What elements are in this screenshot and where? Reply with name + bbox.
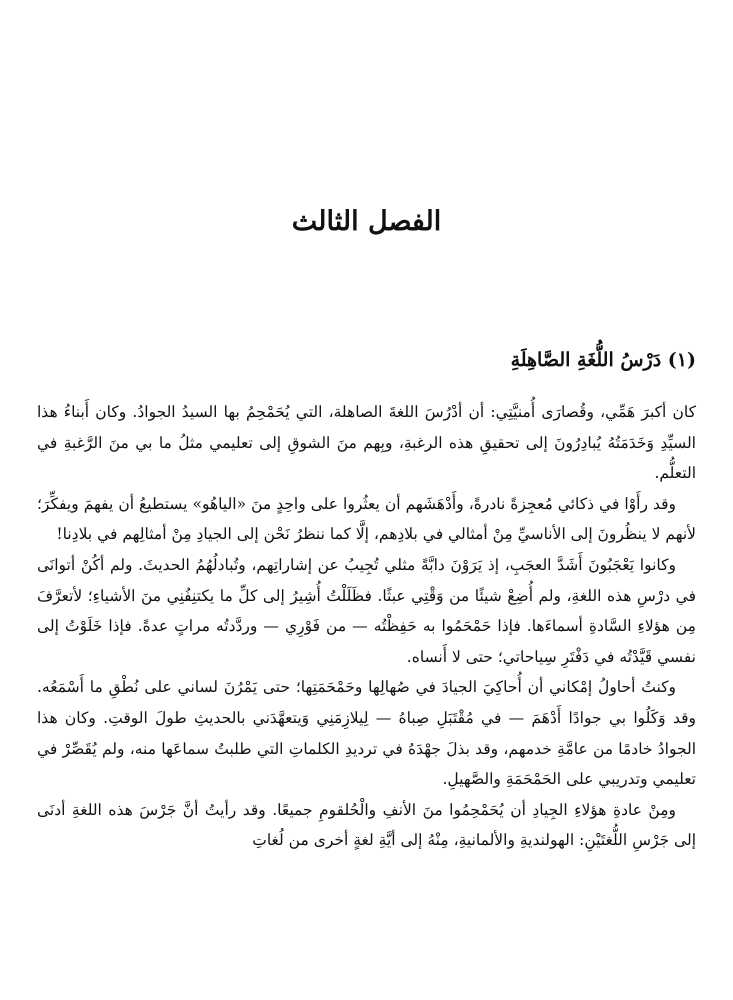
section-heading: (١) دَرْسُ اللُّغَةِ الصَّاهِلَةِ bbox=[510, 349, 696, 371]
paragraph: كان أكبرَ هَمِّي، وقُصارَى أُمنيَّتِي: أن أدْرُسَ اللغةَ الصاهلة، التي يُحَمْحِمُ بها السيدُ الجوادُ. وكان أَبناءُ هذا السيِّدِ وَخَدَمَتُهُ يُبادِرُونَ إلى تحقيقِ هذه الرغبةِ، وبِهم منَ الشوقِ إلى تعليمي مثلُ ما بي منَ الرَّغبةِ في التعلُّم. bbox=[37, 403, 696, 483]
paragraph: وكانوا يَعْجَبُونَ أَشَدَّ العجَبِ، إذ يَرَوْنَ دابَّةً مثلي تُجِيبُ عن إشاراتِهم، وتُبادلُهُمُ الحديثَ. ولم أكُنْ أتوانَى في درْسِ هذه اللغةِ، ولم أُضِعْ شيئًا من وَقْتِي عبثًا. فظَلَلْتُ أُشِيرُ إلى كلِّ ما يكتنِفُنِي منَ الأشياءِ؛ لأتعرَّفَ مِن هؤلاءِ السَّادةِ أسماءَها. فإذا حَمْحَمُوا به حَفِظْتُه — من فَوْرِي — وردَّدتُه مراتٍ عدةً. فإذا خَلَوْتُ إلى نفسي قَيَّدْتُه في دَفْتَرِ سِياحاتي؛ حتى لا أَنساه. bbox=[37, 555, 696, 666]
body-text bbox=[37, 397, 696, 856]
chapter-title: الفصل الثالث bbox=[291, 206, 442, 237]
paragraph: وقد رأَوْا في ذكائي مُعجِزةً نادرةً، وأَدْهَشَهم أن يعثُروا على واحِدٍ منَ «الياهُو» يستطيعُ أن يفهمَ ويفكِّرَ؛ لأنهم لا ينظُرونَ إلى الأناسيِّ مِنْ أمثالي في بلادِهم، إلَّا كما ننظرُ نَحْن إلى الجيادِ مِنْ أمثالِهم في بلادِنا! bbox=[37, 494, 696, 544]
paragraph: ومِنْ عادةِ هؤلاءِ الجِيادِ أن يُحَمْحِمُوا منَ الأنفِ والْحُلقومِ جميعًا. وقد رأيتُ أنَّ جَرْسَ هذه اللغةِ أدنَى إلى جَرْسِ اللُّغتَيْنِ: الهولنديةِ والألمانيةِ، مِنْهُ إلى أيَّةِ لغةٍ أخرى من لُغاتِ bbox=[37, 800, 696, 850]
paragraph: وكنتُ أحاولُ إمْكاني أن أُحاكِيَ الجيادَ في صُهالِها وحَمْحَمَتِها؛ حتى يَمْرُنَ لساني على نُطْقِ ما أَسْمَعُه. وقد وَكَلُوا بي جوادًا أَدْهَمَ — في مُقْتَبَلِ صِباهُ — لِيلازِمَنِي وَيتعهَّدَني بالحديثِ طولَ الوقتِ. وكان هذا الجوادُ خادمًا من عامَّةِ خدمهم، وقد بذلَ جهْدَهُ في ترديدِ الكلماتِ التي طلبتُ سماعَها منه، ولم يُقَصِّرْ في تعليمي وتدريبي على الحَمْحَمَةِ والصَّهيلِ. bbox=[37, 678, 696, 789]
